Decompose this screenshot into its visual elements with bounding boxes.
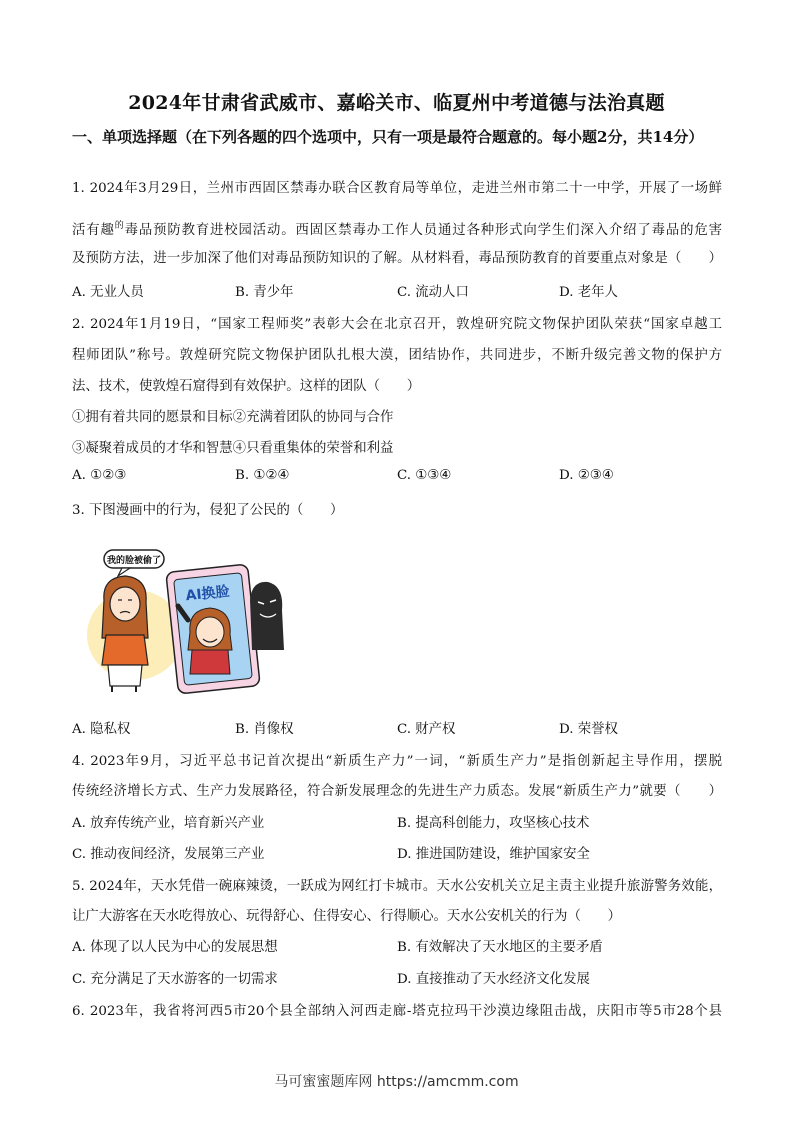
q2-option-b: B. ①②④ — [235, 468, 290, 483]
q2-line-4: ①拥有着共同的愿景和目标②充满着团队的协同与合作 — [72, 410, 394, 425]
q2-option-a: A. ①②③ — [72, 468, 127, 483]
screen-label-text: AI换脸 — [184, 583, 231, 605]
q3-line-1: 3. 下图漫画中的行为，侵犯了公民的（ ） — [72, 503, 344, 518]
q1-option-d: D. 老年人 — [559, 285, 618, 300]
q2-line-3: 法、技术，使敦煌石窟得到有效保护。这样的团队（ ） — [72, 379, 421, 394]
q5-option-c: C. 充分满足了天水游客的一切需求 — [72, 972, 278, 987]
q5-option-a: A. 体现了以人民为中心的发展思想 — [72, 940, 278, 955]
q3-option-b: B. 肖像权 — [235, 722, 294, 737]
section-heading: 一、单项选择题（在下列各题的四个选项中，只有一项是最符合题意的。每小题2分，共14分） — [72, 128, 704, 146]
q1-line-1: 1. 2024年3月29日，兰州市西固区禁毒办联合区教育局等单位，走进兰州市第二十一中学，开展了一场鲜 — [72, 181, 722, 196]
q5-line-2: 让广大游客在天水吃得放心、玩得舒心、住得安心、行得顺心。天水公安机关的行为（ ） — [72, 909, 622, 924]
q4-line-1: 4. 2023年9月，习近平总书记首次提出“新质生产力”一词，“新质生产力”是指创新起主导作用，摆脱 — [72, 754, 722, 769]
q1-line-2-sup: 的 — [114, 221, 125, 231]
q4-option-b: B. 提高科创能力，攻坚核心技术 — [397, 816, 590, 831]
q6-line-1: 6. 2023年，我省将河西5市20个县全部纳入河西走廊-塔克拉玛干沙漠边缘阻击战，庆阳市等5市28个县 — [72, 1004, 722, 1019]
q1-line-2b: 毒品预防教育进校园活动。西固区禁毒办工作人员通过各种形式向学生们深入介绍了毒品的危害 — [124, 223, 722, 238]
q4-option-c: C. 推动夜间经济，发展第三产业 — [72, 847, 265, 862]
q2-line-5: ③凝聚着成员的才华和智慧④只看重集体的荣誉和利益 — [72, 441, 394, 456]
q1-option-a: A. 无业人员 — [72, 285, 144, 300]
q1-line-2a: 活有趣 — [72, 223, 115, 238]
q2-option-d: D. ②③④ — [559, 468, 614, 483]
q2-line-1: 2. 2024年1月19日，“国家工程师奖”表彰大会在北京召开，敦煌研究院文物保护团队荣获“国家卓越工 — [72, 317, 722, 332]
q5-option-d: D. 直接推动了天水经济文化发展 — [397, 972, 590, 987]
q5-line-1: 5. 2024年，天水凭借一碗麻辣烫，一跃成为网红打卡城市。天水公安机关立足主责主业提升旅游警务效能， — [72, 879, 722, 894]
q2-option-c: C. ①③④ — [397, 468, 452, 483]
speech-bubble-text: 我的脸被偷了 — [106, 556, 162, 566]
q1-option-b: B. 青少年 — [235, 285, 294, 300]
q4-option-d: D. 推进国防建设，维护国家安全 — [397, 847, 590, 862]
q3-option-c: C. 财产权 — [397, 722, 456, 737]
q4-option-a: A. 放弃传统产业，培育新兴产业 — [72, 816, 265, 831]
q2-line-2: 程师团队”称号。敦煌研究院文物保护团队扎根大漠，团结协作，共同进步，不断升级完善文物的保护方 — [72, 348, 722, 363]
q3-option-d: D. 荣誉权 — [559, 722, 618, 737]
page-title: 2024年甘肃省武威市、嘉峪关市、临夏州中考道德与法治真题 — [128, 92, 665, 114]
q1-line-3: 及预防方法，进一步加深了他们对毒品预防知识的了解。从材料看，毒品预防教育的首要重点对象是（ ） — [72, 251, 722, 266]
q1-option-c: C. 流动人口 — [397, 285, 469, 300]
q3-option-a: A. 隐私权 — [72, 722, 131, 737]
q5-option-b: B. 有效解决了天水地区的主要矛盾 — [397, 940, 603, 955]
ai-face-swap-cartoon — [80, 540, 290, 695]
q4-line-2: 传统经济增长方式、生产力发展路径，符合新发展理念的先进生产力质态。发展“新质生产力”就要（ ） — [72, 784, 722, 799]
q1-line-2 — [72, 211, 722, 246]
site-footer: 马可蜜蜜题库网 https://amcmm.com — [274, 1074, 519, 1090]
